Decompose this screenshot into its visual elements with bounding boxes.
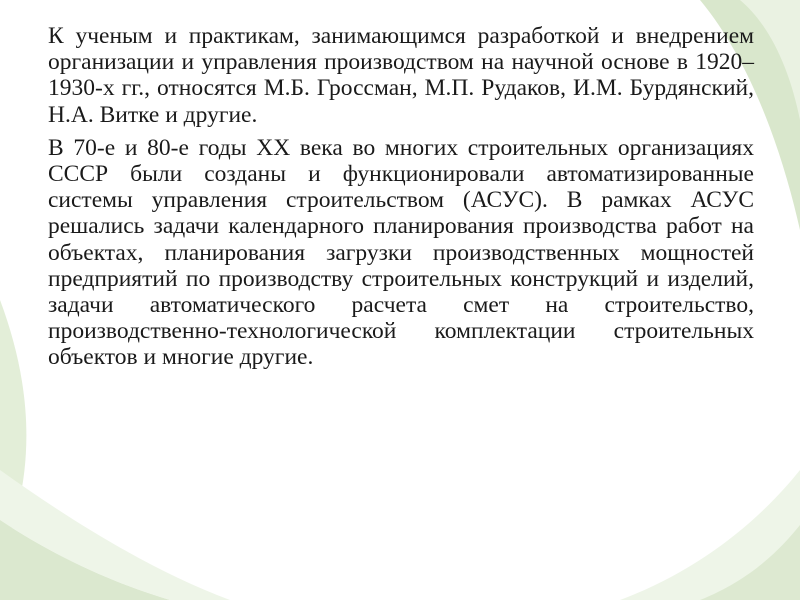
paragraph-scientists: К ученым и практикам, занимающимся разработкой и внедрением организации и управления производством на научной основе в 1920– 1930-х гг., относятся М.Б. Гроссман, М.П. Рудаков, И.М. Бурдянский, Н.А. Витке и другие. [48,23,754,128]
slide-text [48,23,754,378]
paragraph-asus: В 70-е и 80-е годы XX века во многих строительных организациях СССР были созданы и функционировали автоматизированные системы управления строительством (АСУС). В рамках АСУС решались задачи календарного планирования производства работ на объектах, планирования загрузки производственных мощностей предприятий по производству строительных конструкций и изделий, задачи автоматического расчета смет на строительство, производственно-технологической комплектации строительных объектов и многие другие. [48,134,754,371]
